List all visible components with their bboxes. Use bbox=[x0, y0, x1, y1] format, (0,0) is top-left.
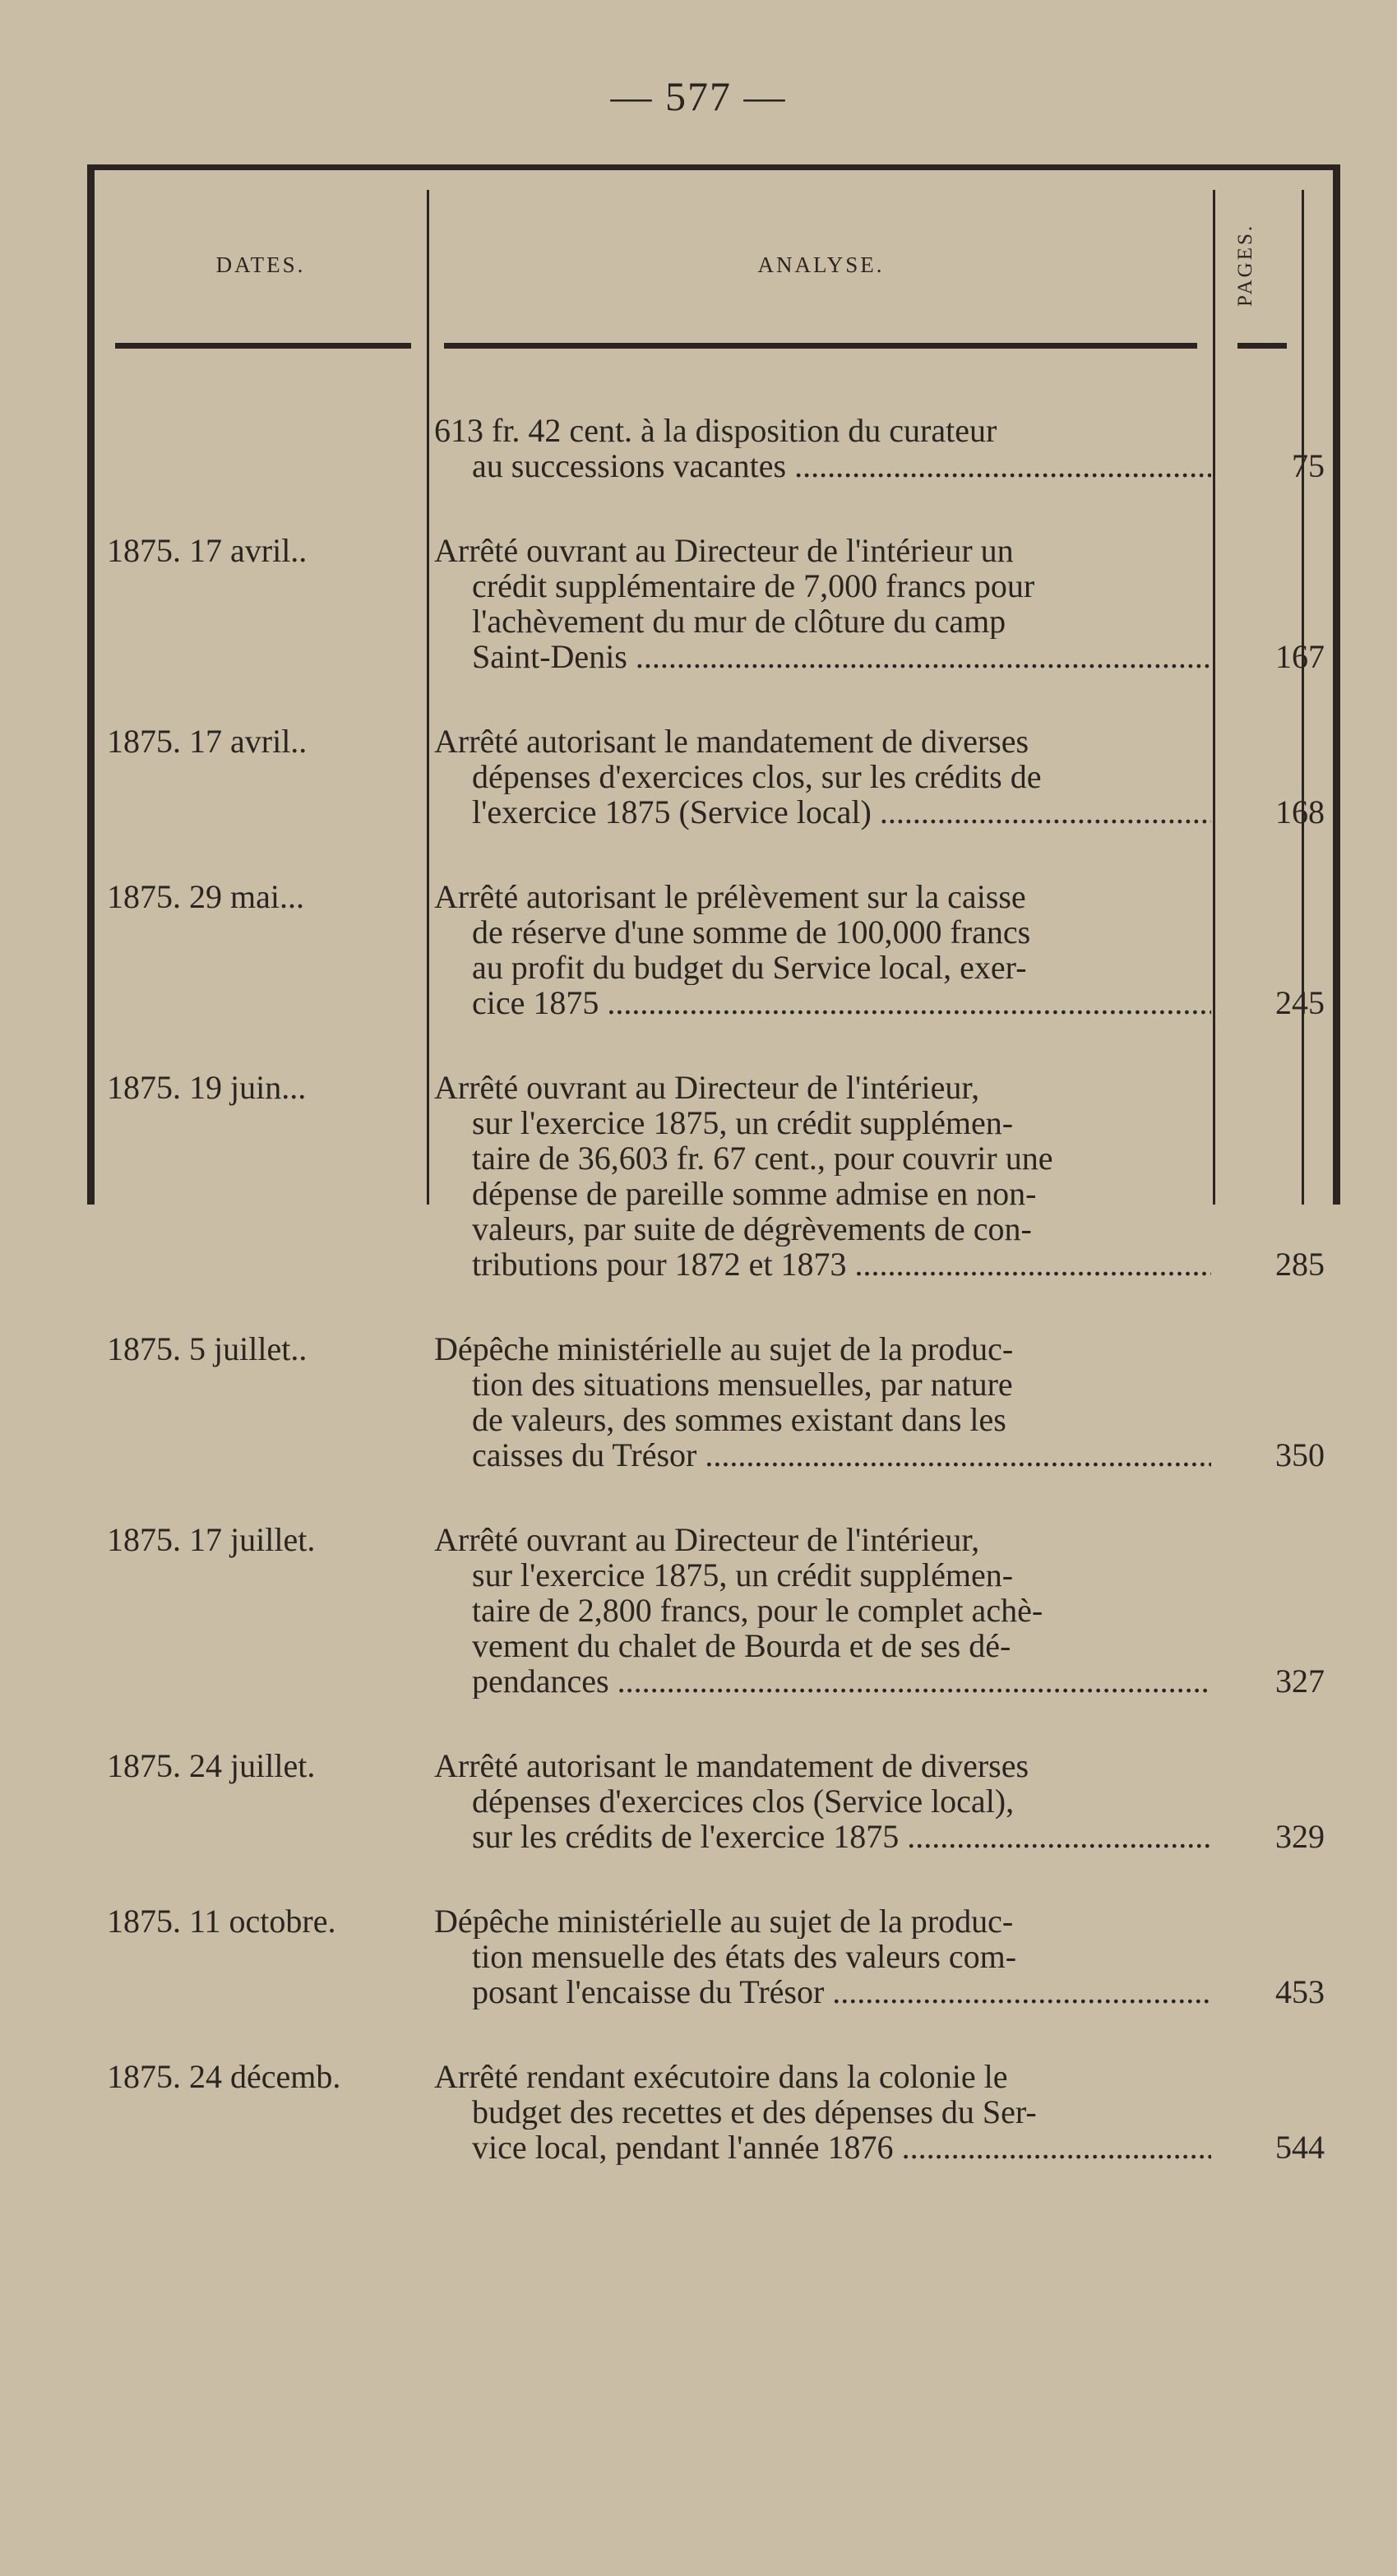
analysis-line: caisses du Trésor ..... bbox=[434, 1437, 1211, 1473]
entry-page-number: 245 bbox=[1275, 984, 1325, 1021]
entry-analysis bbox=[434, 1903, 1211, 2009]
analysis-line: vice local, pendant l'année 1876 ..... bbox=[434, 2130, 1211, 2165]
entry-page-number: 544 bbox=[1275, 2129, 1325, 2166]
entry-page-number: 75 bbox=[1292, 447, 1325, 484]
entry-date: 1875. 24 décemb. bbox=[107, 2058, 341, 2095]
analysis-line: sur l'exercice 1875, un crédit supplémen- bbox=[472, 1557, 1014, 1593]
entry-analysis bbox=[434, 413, 1211, 483]
analysis-line: dépenses d'exercices clos (Service local), bbox=[472, 1783, 1015, 1819]
header-rule-dates bbox=[115, 343, 411, 349]
table-row bbox=[95, 413, 1333, 483]
analysis-line: dépense de pareille somme admise en non- bbox=[472, 1176, 1037, 1211]
analysis-line: Arrêté ouvrant au Directeur de l'intérieur un bbox=[434, 533, 1014, 568]
analysis-line: 613 fr. 42 cent. à la disposition du curateur bbox=[434, 413, 997, 448]
table-row bbox=[95, 1748, 1333, 1854]
entry-date: 1875. 24 juillet. bbox=[107, 1747, 316, 1784]
entry-analysis bbox=[434, 724, 1211, 830]
analysis-line: au successions vacantes ..... bbox=[434, 448, 1211, 483]
entry-date: 1875. 5 juillet.. bbox=[107, 1330, 308, 1367]
page-number: — 577 — bbox=[610, 73, 787, 119]
entry-page-number: 168 bbox=[1275, 793, 1325, 830]
analysis-line: Dépêche ministérielle au sujet de la produc- bbox=[434, 1331, 1014, 1367]
entry-page-number: 350 bbox=[1275, 1436, 1325, 1473]
entry-date: 1875. 17 avril.. bbox=[107, 532, 308, 569]
analysis-line: sur l'exercice 1875, un crédit supplémen- bbox=[472, 1105, 1014, 1140]
analysis-line: tributions pour 1872 et 1873 ..... bbox=[434, 1246, 1211, 1282]
analysis-line: l'exercice 1875 (Service local) ..... bbox=[434, 794, 1211, 830]
analysis-line: valeurs, par suite de dégrèvements de con- bbox=[472, 1211, 1032, 1246]
table-row bbox=[95, 2059, 1333, 2165]
entry-date: 1875. 17 juillet. bbox=[107, 1521, 316, 1558]
analysis-line: tion des situations mensuelles, par nature bbox=[472, 1367, 1013, 1402]
entry-date: 1875. 11 octobre. bbox=[107, 1903, 336, 1940]
analysis-line: Dépêche ministérielle au sujet de la produc- bbox=[434, 1903, 1014, 1939]
entry-page-number: 329 bbox=[1275, 1818, 1325, 1855]
entry-analysis bbox=[434, 2059, 1211, 2165]
analysis-line: Saint-Denis ..... bbox=[434, 639, 1211, 674]
analysis-line: de valeurs, des sommes existant dans les bbox=[472, 1402, 1006, 1437]
analysis-line: budget des recettes et des dépenses du Ser- bbox=[472, 2094, 1037, 2130]
analysis-line: Arrêté autorisant le mandatement de diverses bbox=[434, 1748, 1029, 1783]
entry-analysis bbox=[434, 1331, 1211, 1473]
entry-analysis bbox=[434, 533, 1211, 674]
analysis-line: vement du chalet de Bourda et de ses dé- bbox=[472, 1628, 1011, 1663]
analysis-line: Arrêté ouvrant au Directeur de l'intérieur, bbox=[434, 1070, 980, 1105]
header-dates: DATES. bbox=[215, 252, 306, 277]
entry-analysis bbox=[434, 879, 1211, 1020]
table-row bbox=[95, 1522, 1333, 1699]
header-analyse: ANALYSE. bbox=[757, 252, 885, 277]
index-table bbox=[87, 164, 1340, 2166]
entry-date: 1875. 29 mai... bbox=[107, 878, 304, 915]
analysis-line: Arrêté autorisant le mandatement de diverses bbox=[434, 724, 1029, 759]
analysis-line: dépenses d'exercices clos, sur les crédits de bbox=[472, 759, 1042, 794]
entry-analysis bbox=[434, 1522, 1211, 1699]
analysis-line: Arrêté ouvrant au Directeur de l'intérieur, bbox=[434, 1522, 980, 1557]
analysis-line: tion mensuelle des états des valeurs com- bbox=[472, 1939, 1017, 1974]
entry-page-number: 327 bbox=[1275, 1663, 1325, 1700]
header-pages: PAGES. bbox=[1234, 223, 1256, 307]
entry-analysis bbox=[434, 1748, 1211, 1854]
analysis-line: Arrêté autorisant le prélèvement sur la caisse bbox=[434, 879, 1026, 914]
analysis-line: taire de 2,800 francs, pour le complet achè- bbox=[472, 1593, 1043, 1628]
table-row bbox=[95, 1903, 1333, 2009]
header-rule-analyse bbox=[444, 343, 1197, 349]
table-row bbox=[95, 879, 1333, 1020]
entries-list bbox=[95, 413, 1333, 2214]
header-rule-pages bbox=[1237, 343, 1287, 349]
analysis-line: de réserve d'une somme de 100,000 francs bbox=[472, 914, 1031, 950]
entry-date: 1875. 19 juin... bbox=[107, 1069, 307, 1106]
analysis-line: au profit du budget du Service local, exer- bbox=[472, 950, 1027, 985]
entry-page-number: 285 bbox=[1275, 1246, 1325, 1283]
table-row bbox=[95, 1070, 1333, 1282]
analysis-line: cice 1875 ..... bbox=[434, 985, 1211, 1020]
analysis-line: l'achèvement du mur de clôture du camp bbox=[472, 604, 1006, 639]
entry-date: 1875. 17 avril.. bbox=[107, 723, 308, 760]
analysis-line: crédit supplémentaire de 7,000 francs pour bbox=[472, 568, 1035, 604]
analysis-line: taire de 36,603 fr. 67 cent., pour couvrir une bbox=[472, 1140, 1053, 1176]
entry-page-number: 453 bbox=[1275, 1973, 1325, 2010]
table-row bbox=[95, 533, 1333, 674]
entry-page-number: 167 bbox=[1275, 638, 1325, 675]
table-row bbox=[95, 1331, 1333, 1473]
analysis-line: pendances ..... bbox=[434, 1663, 1211, 1699]
table-row bbox=[95, 724, 1333, 830]
entry-analysis bbox=[434, 1070, 1211, 1282]
analysis-line: Arrêté rendant exécutoire dans la colonie le bbox=[434, 2059, 1008, 2094]
analysis-line: posant l'encaisse du Trésor ..... bbox=[434, 1974, 1211, 2009]
analysis-line: sur les crédits de l'exercice 1875 ..... bbox=[434, 1819, 1211, 1854]
